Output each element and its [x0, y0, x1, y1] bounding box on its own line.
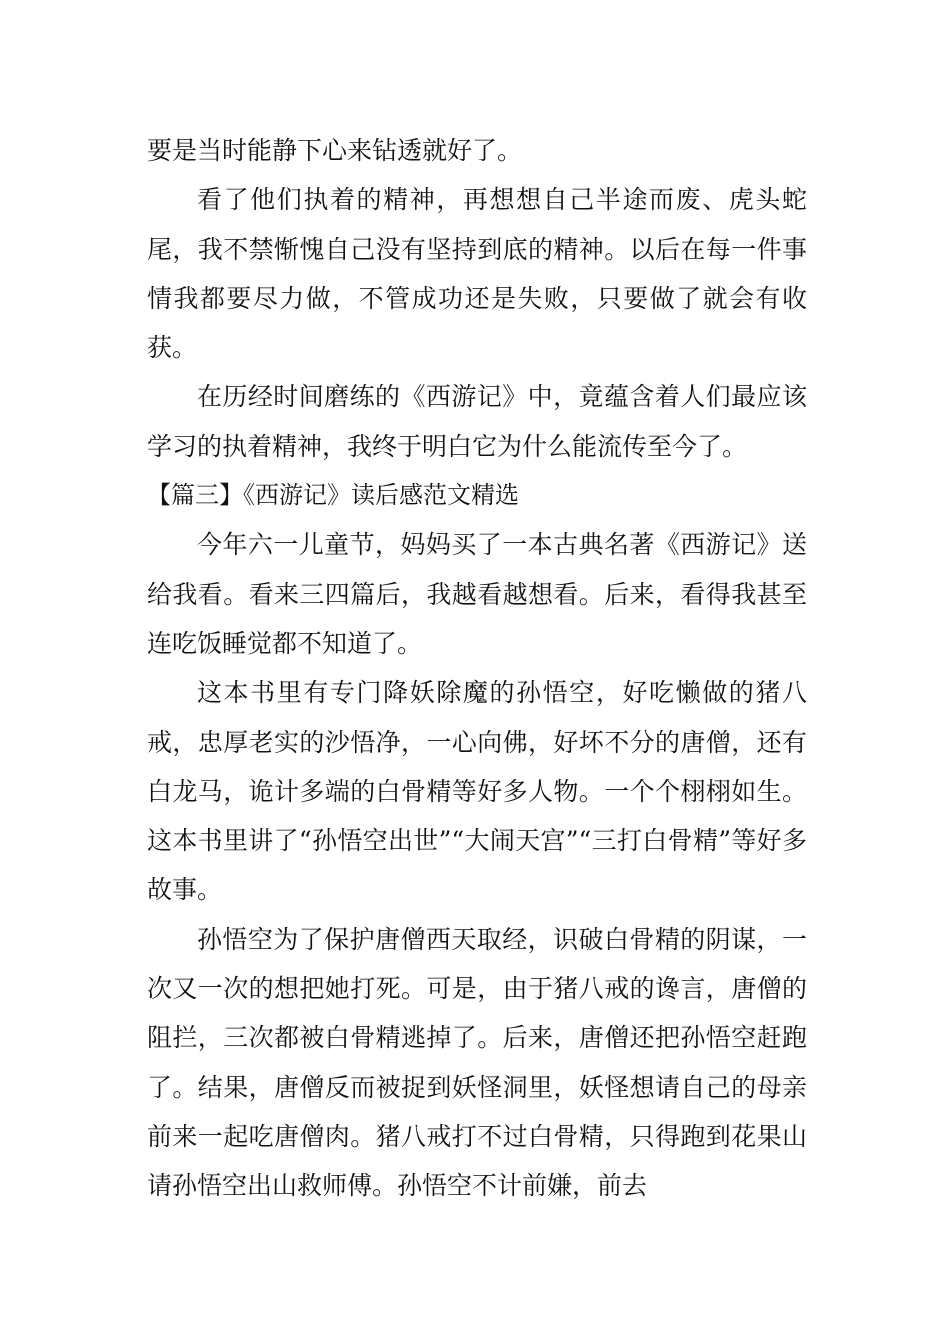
- paragraph-conclusion: 在历经时间磨练的《西游记》中，竟蕴含着人们最应该学习的执着精神，我终于明白它为什么能流传至今了。: [147, 382, 807, 461]
- paragraph-intro: 今年六一儿童节，妈妈买了一本古典名著《西游记》送给我看。看来三四篇后，我越看越想看。后来，看得我甚至连吃饭睡觉都不知道了。: [147, 530, 807, 658]
- section-heading: 【篇三】《西游记》读后感范文精选: [147, 481, 519, 510]
- paragraph-continuation: 要是当时能静下心来钻透就好了。: [147, 136, 523, 165]
- paragraph-characters: 这本书里有专门降妖除魔的孙悟空，好吃懒做的猪八戒，忠厚老实的沙悟净，一心向佛，好坏不分的唐僧，还有白龙马，诡计多端的白骨精等好多人物。一个个栩栩如生。这本书里讲了“孙悟空出世”“大闹天宫”“三打白骨精”等好多故事。: [147, 678, 807, 905]
- document-page: [147, 126, 807, 1211]
- paragraph-story: 孙悟空为了保护唐僧西天取经，识破白骨精的阴谋，一次又一次的想把她打死。可是，由于猪八戒的谗言，唐僧的阻拦，三次都被白骨精逃掉了。后来，唐僧还把孙悟空赶跑了。结果，唐僧反而被捉到妖怪洞里，妖怪想请自己的母亲前来一起吃唐僧肉。猪八戒打不过白骨精，只得跑到花果山请孙悟空出山救师傅。孙悟空不计前嫌，前去: [147, 924, 807, 1201]
- paragraph-reflection: 看了他们执着的精神，再想想自己半途而废、虎头蛇尾，我不禁惭愧自己没有坚持到底的精神。以后在每一件事情我都要尽力做，不管成功还是失败，只要做了就会有收获。: [147, 185, 807, 363]
